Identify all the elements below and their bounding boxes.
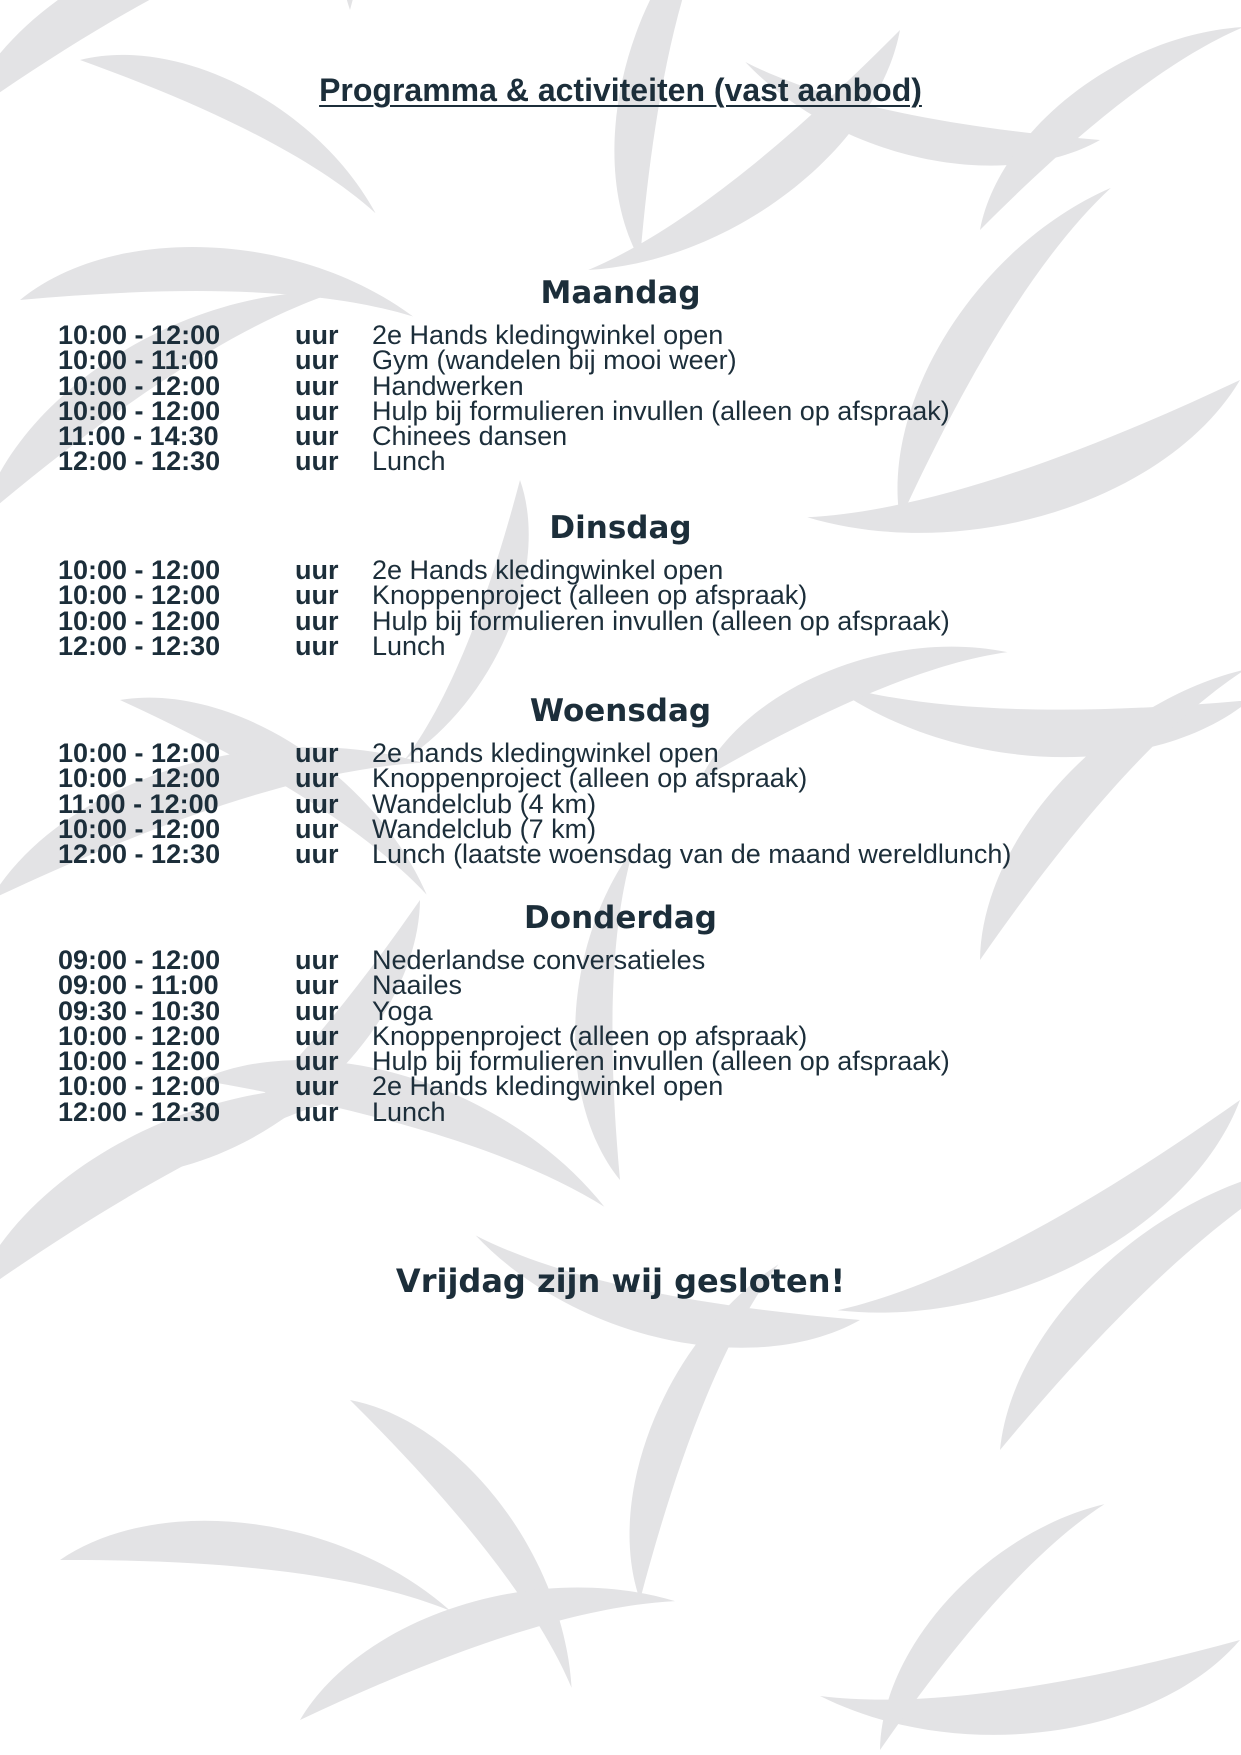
time-range: 12:00 - 12:30 <box>58 839 221 870</box>
time-range: 10:00 - 12:00 <box>58 738 221 768</box>
time-range: 10:00 - 12:00 <box>58 763 221 794</box>
day-section-dinsdag <box>0 503 1241 659</box>
activity-name: Hulp bij formulieren invullen (alleen op afspraak) <box>372 395 950 426</box>
day-heading: Woensdag <box>529 693 712 729</box>
schedule-row <box>0 446 1241 477</box>
activity-name: Naailes <box>372 970 463 1001</box>
unit-label: uur <box>295 1096 339 1127</box>
unit-label: uur <box>295 1071 339 1102</box>
schedule-list <box>0 555 1241 661</box>
time-range: 12:00 - 12:30 <box>58 630 221 661</box>
schedule-row <box>0 1071 1241 1102</box>
activity-name: Wandelclub (7 km) <box>372 813 597 844</box>
day-heading: Donderdag <box>524 900 717 936</box>
schedule-row <box>0 970 1241 1001</box>
schedule-list <box>0 320 1241 477</box>
time-range: 10:00 - 11:00 <box>58 345 219 376</box>
time-range: 11:00 - 14:30 <box>58 421 219 452</box>
day-section-donderdag <box>0 893 1241 1125</box>
schedule-row <box>0 839 1241 870</box>
day-section-woensdag <box>0 686 1241 870</box>
activity-name: Knoppenproject (alleen op afspraak) <box>372 1020 808 1051</box>
time-range: 09:30 - 10:30 <box>58 995 221 1026</box>
unit-label: uur <box>295 395 339 426</box>
time-range: 10:00 - 12:00 <box>58 320 221 350</box>
unit-label: uur <box>295 788 339 819</box>
unit-label: uur <box>295 555 339 585</box>
activity-name: Lunch (laatste woensdag van de maand wereldlunch) <box>372 839 1012 870</box>
day-section-maandag <box>0 268 1241 475</box>
activity-name: Knoppenproject (alleen op afspraak) <box>372 763 808 794</box>
schedule-list <box>0 945 1241 1127</box>
activity-name: Handwerken <box>372 370 524 401</box>
activity-name: Chinees dansen <box>372 421 568 452</box>
unit-label: uur <box>295 630 339 661</box>
time-range: 10:00 - 12:00 <box>58 555 221 585</box>
activity-name: Lunch <box>372 630 446 661</box>
unit-label: uur <box>295 839 339 870</box>
activity-name: Hulp bij formulieren invullen (alleen op afspraak) <box>372 1046 950 1077</box>
unit-label: uur <box>295 813 339 844</box>
activity-name: 2e Hands kledingwinkel open <box>372 320 724 350</box>
unit-label: uur <box>295 995 339 1026</box>
time-range: 10:00 - 12:00 <box>58 605 221 636</box>
schedule-row <box>0 580 1241 611</box>
unit-label: uur <box>295 1046 339 1077</box>
unit-label: uur <box>295 320 339 350</box>
time-range: 12:00 - 12:30 <box>58 1096 221 1127</box>
activity-name: Hulp bij formulieren invullen (alleen op afspraak) <box>372 605 950 636</box>
unit-label: uur <box>295 970 339 1001</box>
time-range: 10:00 - 12:00 <box>58 1020 221 1051</box>
activity-name: 2e Hands kledingwinkel open <box>372 555 724 585</box>
unit-label: uur <box>295 446 339 477</box>
activity-name: Knoppenproject (alleen op afspraak) <box>372 580 808 611</box>
unit-label: uur <box>295 763 339 794</box>
unit-label: uur <box>295 580 339 611</box>
schedule-row <box>0 345 1241 376</box>
activity-name: 2e Hands kledingwinkel open <box>372 1071 724 1102</box>
unit-label: uur <box>295 370 339 401</box>
unit-label: uur <box>295 738 339 768</box>
time-range: 12:00 - 12:30 <box>58 446 221 477</box>
unit-label: uur <box>295 1020 339 1051</box>
time-range: 09:00 - 12:00 <box>58 945 221 975</box>
time-range: 10:00 - 12:00 <box>58 580 221 611</box>
time-range: 10:00 - 12:00 <box>58 1071 221 1102</box>
time-range: 09:00 - 11:00 <box>58 970 219 1001</box>
closing-note: Vrijdag zijn wij gesloten! <box>395 1262 846 1300</box>
schedule-row <box>0 630 1241 661</box>
day-heading: Dinsdag <box>549 510 692 546</box>
schedule-row <box>0 763 1241 794</box>
activity-name: Lunch <box>372 1096 446 1127</box>
time-range: 10:00 - 12:00 <box>58 813 221 844</box>
page-title: Programma & activiteiten (vast aanbod) <box>319 72 922 108</box>
activity-name: 2e hands kledingwinkel open <box>372 738 719 768</box>
time-range: 10:00 - 12:00 <box>58 370 221 401</box>
activity-name: Yoga <box>372 995 433 1026</box>
activity-name: Lunch <box>372 446 446 477</box>
activity-name: Gym (wandelen bij mooi weer) <box>372 345 737 376</box>
schedule-list <box>0 738 1241 870</box>
time-range: 11:00 - 12:00 <box>58 788 219 819</box>
unit-label: uur <box>295 945 339 975</box>
activity-name: Nederlandse conversatieles <box>372 945 706 975</box>
time-range: 10:00 - 12:00 <box>58 395 221 426</box>
unit-label: uur <box>295 605 339 636</box>
unit-label: uur <box>295 421 339 452</box>
time-range: 10:00 - 12:00 <box>58 1046 221 1077</box>
unit-label: uur <box>295 345 339 376</box>
day-heading: Maandag <box>540 275 701 311</box>
schedule-row <box>0 1096 1241 1127</box>
activity-name: Wandelclub (4 km) <box>372 788 597 819</box>
